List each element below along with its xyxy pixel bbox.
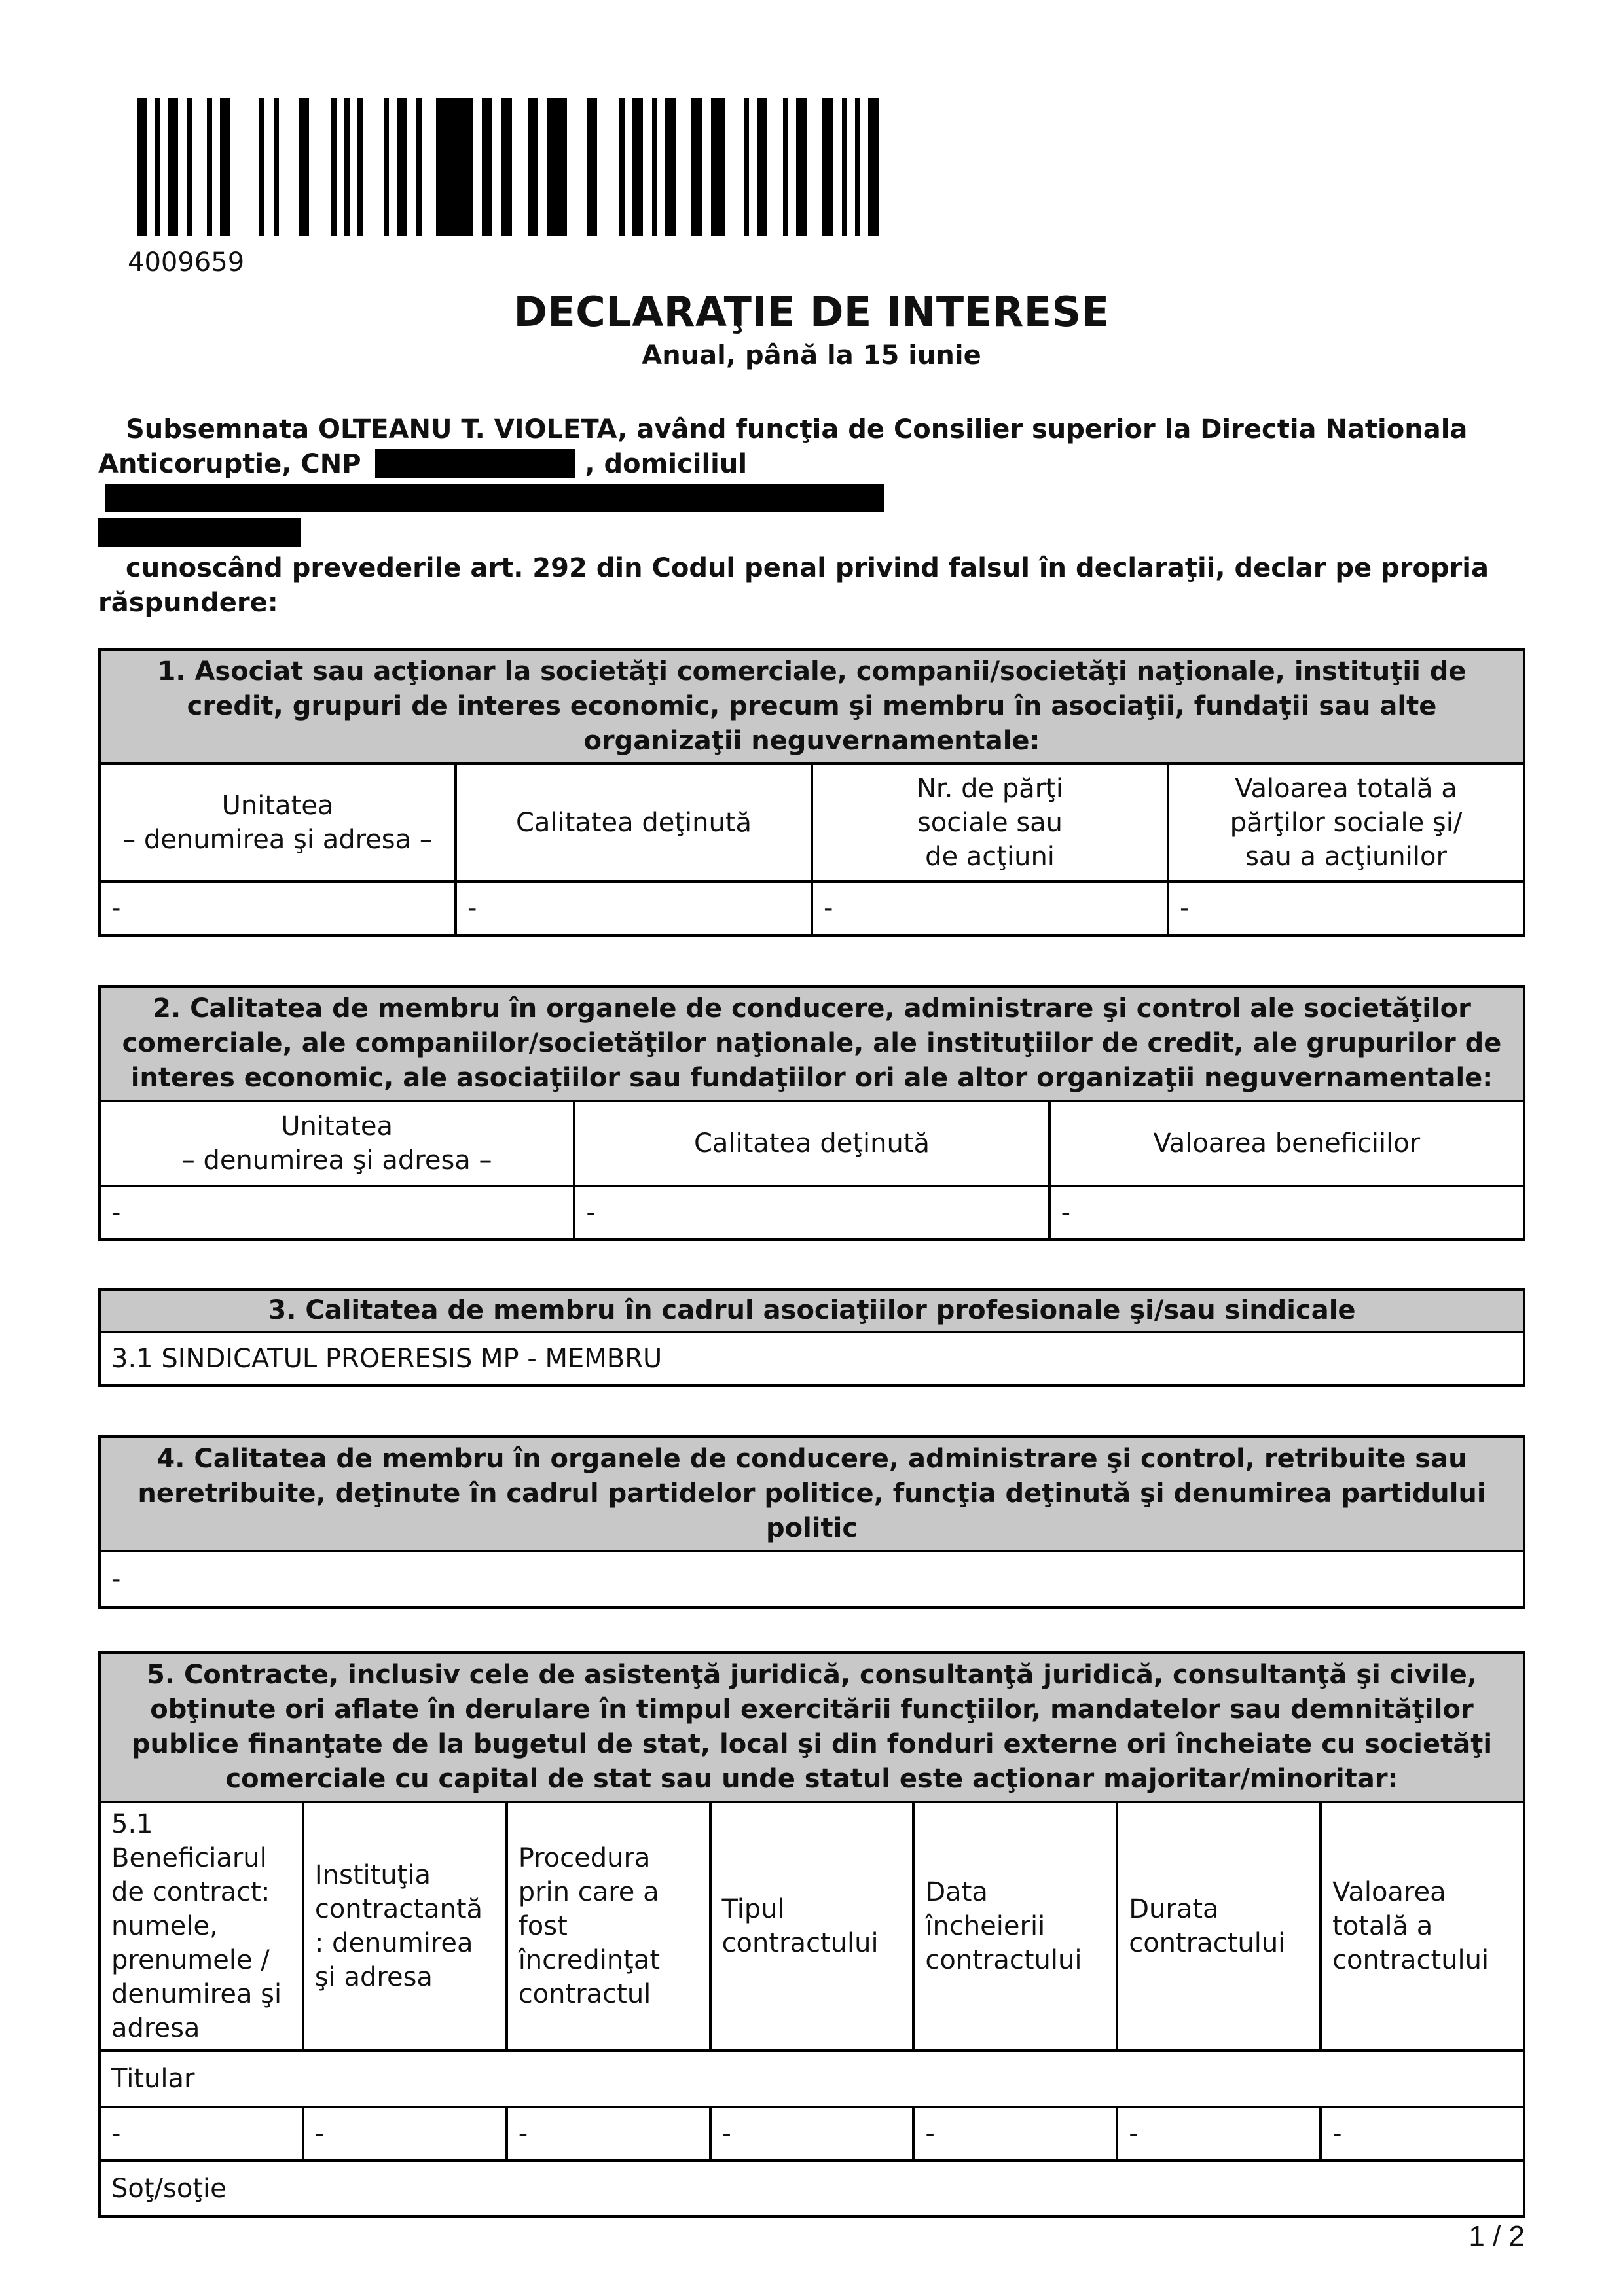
table-cell: - — [100, 2107, 303, 2161]
s5-col-date: Data încheierii contractului — [913, 1802, 1117, 2051]
intro-line-4: răspundere: — [98, 588, 278, 618]
table-cell: - — [812, 882, 1168, 935]
document-subtitle: Anual, până la 15 iunie — [642, 340, 981, 370]
section-2-header: 2. Calitatea de membru în organele de conducere, administrare şi control ale societăţilor comerciale, ale companiilor/societăţilor naţionale, ale instituţiilor de credit, ale grupurilor de interes economic, ale asociaţiilor sau fundaţiilor ori ale altor organizaţii neguvernamentale: — [100, 986, 1524, 1101]
s1-col-quality: Calitatea deţinută — [456, 764, 812, 882]
page-number: 1 / 2 — [1468, 2220, 1525, 2252]
s1-col-value: Valoarea totală a părţilor sociale şi/ sau a acţiunilor — [1168, 764, 1524, 882]
table-cell: - — [1168, 882, 1524, 935]
table-cell: - — [1321, 2107, 1524, 2161]
intro-line-1: Subsemnata OLTEANU T. VIOLETA, având funcţia de Consilier superior la Directia Nationala — [126, 414, 1468, 444]
section-3-header: 3. Calitatea de membru în cadrul asociaţiilor profesionale şi/sau sindicale — [100, 1289, 1524, 1332]
s1-col-unit: Unitatea – denumirea şi adresa – — [100, 764, 456, 882]
s2-col-unit: Unitatea – denumirea şi adresa – — [100, 1101, 574, 1186]
s2-col-quality: Calitatea deţinută — [574, 1101, 1049, 1186]
section-4-table — [98, 1435, 1525, 1609]
redacted-address — [105, 484, 884, 512]
section-4-header: 4. Calitatea de membru în organele de conducere, administrare şi control, retribuite sau neretribuite, deţinute în cadrul partidelor politice, funcţia deţinută şi denumirea partidului politic — [100, 1437, 1524, 1551]
table-cell: - — [100, 882, 456, 935]
s5-col-procedure: Procedura prin care a fost încredinţat contractul — [507, 1802, 710, 2051]
s5-col-value: Valoarea totală a contractului — [1321, 1802, 1524, 2051]
table-cell: - — [507, 2107, 710, 2161]
s1-col-shares: Nr. de părţi sociale sau de acţiuni — [812, 764, 1168, 882]
table-cell: - — [913, 2107, 1117, 2161]
s5-spouse-label: Soţ/soţie — [100, 2161, 1524, 2217]
section-5-table — [98, 1651, 1525, 2218]
intro-line-3: cunoscând prevederile art. 292 din Codul penal privind falsul în declaraţii, declar pe propria — [126, 553, 1489, 583]
section-1-header: 1. Asociat sau acţionar la societăţi comerciale, companii/societăţi naţionale, instituţii de credit, grupuri de interes economic, precum şi membru în asociaţii, fundaţii sau alte organizaţii neguvernamentale: — [100, 649, 1524, 764]
document-title: DECLARAŢIE DE INTERESE — [513, 288, 1110, 336]
redacted-address-cont — [98, 518, 301, 547]
s5-col-duration: Durata contractului — [1117, 1802, 1321, 2051]
declaration-intro — [98, 412, 1525, 620]
redacted-cnp — [375, 449, 575, 478]
table-cell: - — [100, 1186, 574, 1240]
table-cell: - — [1049, 1186, 1524, 1240]
section-3-row: 3.1 SINDICATUL PROERESIS MP - MEMBRU — [100, 1332, 1524, 1386]
intro-line-2b: , domiciliul — [585, 449, 748, 479]
table-cell: - — [710, 2107, 914, 2161]
s5-col-type: Tipul contractului — [710, 1802, 914, 2051]
intro-line-2a: Anticoruptie, CNP — [98, 449, 361, 479]
s2-col-benefits: Valoarea beneficiilor — [1049, 1101, 1524, 1186]
s5-titular-label: Titular — [100, 2051, 1524, 2107]
section-3-table — [98, 1288, 1525, 1387]
section-5-header: 5. Contracte, inclusiv cele de asistenţă juridică, consultanţă juridică, consultanţă şi civile, obţinute ori aflate în derulare în timpul exercitării funcţiilor, mandatelor sau demnităţilor publice finanţate de la bugetul de stat, local şi din fonduri externe ori încheiate cu societăţi comerciale cu capital de stat sau unde statul este acţionar majoritar/minoritar: — [100, 1653, 1524, 1802]
section-2-table — [98, 985, 1525, 1241]
table-cell: - — [456, 882, 812, 935]
barcode-number: 4009659 — [128, 247, 245, 278]
table-cell: - — [303, 2107, 507, 2161]
barcode — [137, 98, 884, 236]
section-1-table — [98, 648, 1525, 937]
section-4-row: - — [100, 1551, 1524, 1607]
s5-col-institution: Instituţia contractantă : denumirea şi adresa — [303, 1802, 507, 2051]
s5-col-beneficiary: 5.1 Beneficiarul de contract: numele, prenumele / denumirea şi adresa — [100, 1802, 303, 2051]
table-cell: - — [574, 1186, 1049, 1240]
table-cell: - — [1117, 2107, 1321, 2161]
